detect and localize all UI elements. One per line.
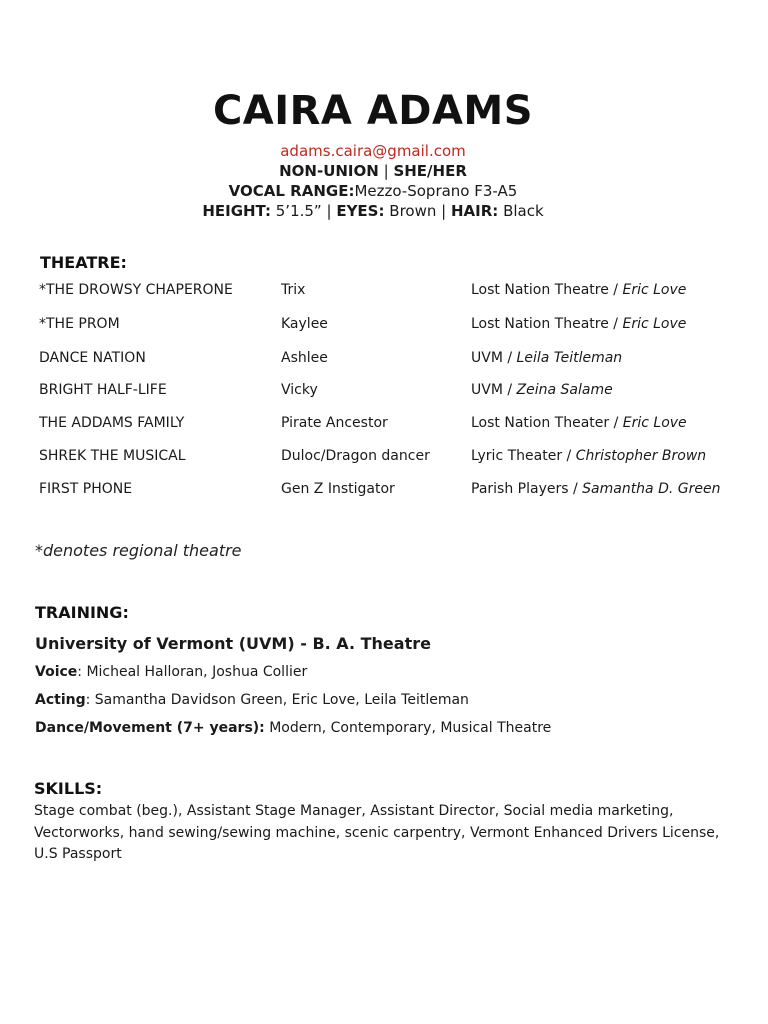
voice-value: : Micheal Halloran, Joshua Collier: [77, 664, 308, 680]
degree: University of Vermont (UVM) - B. A. Theatre: [35, 634, 431, 653]
separator: |: [441, 202, 447, 220]
credit-venue: [471, 415, 687, 431]
regional-theatre-note: *denotes regional theatre: [35, 541, 242, 560]
credit-role: Gen Z Instigator: [281, 481, 395, 497]
credit-row: [0, 415, 768, 435]
hair-label: HAIR:: [451, 202, 499, 220]
credit-role: Vicky: [281, 382, 318, 398]
credit-theatre: Parish Players /: [471, 481, 583, 497]
credit-role: Kaylee: [281, 316, 328, 332]
vocal-range-line: [0, 181, 746, 201]
credit-show: DANCE NATION: [39, 350, 146, 366]
credit-row: [0, 448, 768, 468]
credit-venue: [471, 382, 613, 398]
credit-venue: [471, 350, 622, 366]
physical-stats-line: [0, 201, 746, 221]
performer-name: CAIRA ADAMS: [212, 88, 534, 134]
skills-list: Stage combat (beg.), Assistant Stage Manager, Assistant Director, Social media marketing, Vectorworks, hand sewing/sewing machine, scenic carpentry, Vermont Enhanced Drivers License, U.S Passport: [34, 803, 720, 862]
height-label: HEIGHT:: [202, 202, 271, 220]
credit-show: FIRST PHONE: [39, 481, 133, 497]
credit-row: [0, 382, 768, 402]
credit-director: Eric Love: [622, 316, 687, 332]
eyes-value: Brown: [389, 202, 437, 220]
credit-row: [0, 350, 768, 370]
skills-heading: SKILLS:: [34, 779, 103, 798]
voice-label: Voice: [35, 664, 78, 680]
credit-show: SHREK THE MUSICAL: [39, 448, 186, 464]
credit-director: Eric Love: [622, 415, 687, 431]
credit-show: *THE PROM: [39, 316, 120, 332]
separator: |: [326, 202, 332, 220]
credit-theatre: UVM /: [471, 382, 517, 398]
credit-role: Trix: [281, 282, 306, 298]
credit-director: Christopher Brown: [575, 448, 707, 464]
credit-theatre: Lost Nation Theatre /: [471, 282, 623, 298]
theatre-heading: THEATRE:: [40, 253, 127, 272]
credit-venue: [471, 282, 686, 298]
union-pronouns-line: [0, 161, 746, 181]
credit-theatre: Lost Nation Theater /: [471, 415, 623, 431]
acting-value: : Samantha Davidson Green, Eric Love, Leila Teitleman: [85, 692, 469, 708]
height-value: 5’1.5”: [275, 202, 322, 220]
credit-role: Duloc/Dragon dancer: [281, 448, 430, 464]
dance-label: Dance/Movement (7+ years):: [35, 720, 265, 736]
credit-director: Samantha D. Green: [582, 481, 721, 497]
credit-show: THE ADDAMS FAMILY: [39, 415, 185, 431]
credit-row: [0, 316, 768, 336]
credit-role: Pirate Ancestor: [281, 415, 388, 431]
credit-director: Eric Love: [622, 282, 687, 298]
credit-director: Leila Teitleman: [516, 350, 623, 366]
credit-show: *THE DROWSY CHAPERONE: [39, 282, 233, 298]
training-voice: [35, 664, 307, 680]
union-status: NON-UNION: [279, 162, 379, 180]
credit-row: [0, 282, 768, 302]
vocal-range-value: Mezzo-Soprano F3-A5: [354, 182, 518, 200]
credit-director: Zeina Salame: [516, 382, 613, 398]
hair-value: Black: [503, 202, 544, 220]
credit-venue: [471, 448, 706, 464]
pronouns: SHE/HER: [393, 162, 467, 180]
separator: |: [383, 162, 389, 180]
credit-show: BRIGHT HALF-LIFE: [39, 382, 167, 398]
email-link[interactable]: adams.caira@gmail.com: [280, 142, 466, 160]
credit-theatre: Lyric Theater /: [471, 448, 576, 464]
training-heading: TRAINING:: [35, 603, 129, 622]
credit-theatre: UVM /: [471, 350, 517, 366]
dance-value: Modern, Contemporary, Musical Theatre: [264, 720, 552, 736]
eyes-label: EYES:: [336, 202, 385, 220]
credit-role: Ashlee: [281, 350, 328, 366]
credit-venue: [471, 316, 686, 332]
vocal-range-label: VOCAL RANGE:: [228, 182, 355, 200]
credit-theatre: Lost Nation Theatre /: [471, 316, 623, 332]
training-acting: [35, 692, 469, 708]
credit-row: [0, 481, 768, 501]
credit-venue: [471, 481, 720, 497]
acting-label: Acting: [35, 692, 86, 708]
training-dance: [35, 720, 551, 736]
